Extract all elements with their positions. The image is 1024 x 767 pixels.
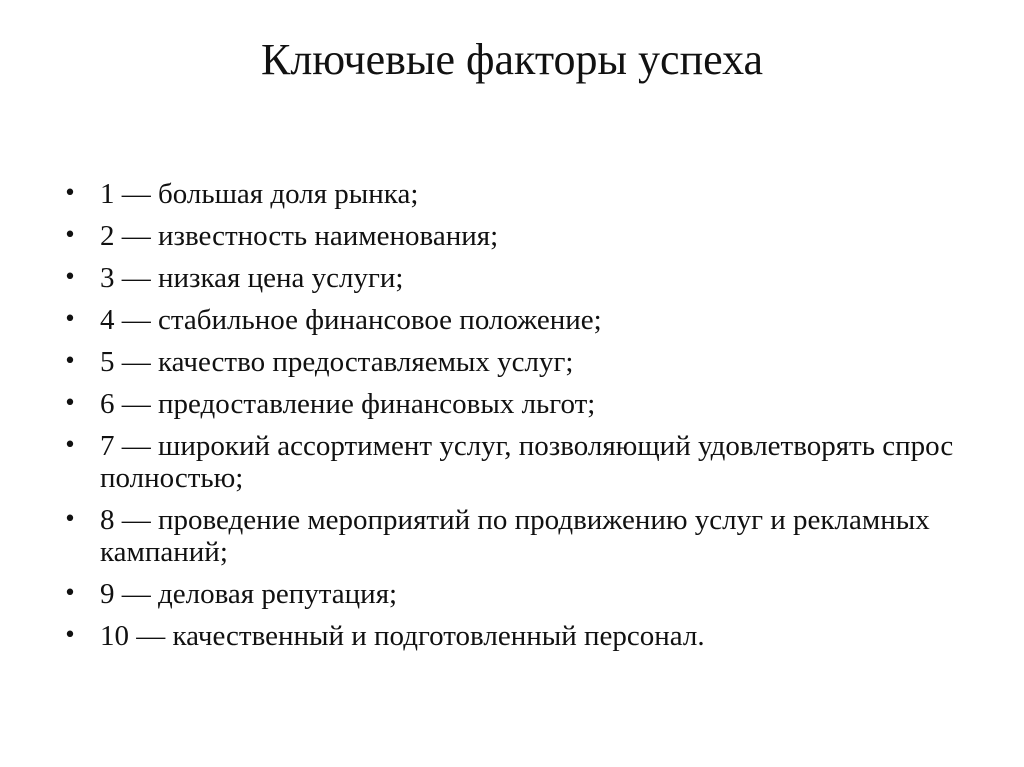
list-item	[60, 178, 960, 210]
bullet-icon: •	[63, 307, 77, 332]
list-item-text: 2 — известность наименования;	[100, 220, 499, 252]
list-item-text: 6 — предоставление финансовых льгот;	[100, 388, 596, 420]
list-item-text: 3 — низкая цена услуги;	[100, 262, 404, 294]
list-item-text: 9 — деловая репутация;	[100, 578, 398, 610]
list-item-text: 10 — качественный и подготовленный персонал.	[100, 620, 705, 652]
list-item	[60, 304, 960, 336]
list-item-text: 4 — стабильное финансовое положение;	[100, 304, 602, 336]
list-item	[60, 388, 960, 420]
list-item	[60, 262, 960, 294]
list-item-text: 8 — проведение мероприятий по продвижению услуг и рекламных кампаний;	[100, 504, 930, 568]
bullet-icon: •	[63, 391, 77, 416]
list-item	[60, 504, 960, 568]
list-item	[60, 430, 960, 494]
bullet-icon: •	[63, 265, 77, 290]
list-item-text: 5 — качество предоставляемых услуг;	[100, 346, 574, 378]
list-item	[60, 346, 960, 378]
list-item	[60, 620, 960, 652]
bullet-list	[60, 178, 960, 662]
slide-title: Ключевые факторы успеха	[260, 35, 764, 84]
bullet-icon: •	[63, 507, 77, 532]
list-item	[60, 220, 960, 252]
list-item-text: 7 — широкий ассортимент услуг, позволяющий удовлетворять спрос полностью;	[100, 430, 954, 494]
list-item-text: 1 — большая доля рынка;	[100, 178, 419, 210]
list-item	[60, 578, 960, 610]
bullet-icon: •	[63, 223, 77, 248]
bullet-icon: •	[63, 433, 77, 458]
bullet-icon: •	[63, 349, 77, 374]
bullet-icon: •	[63, 581, 77, 606]
bullet-icon: •	[63, 623, 77, 648]
bullet-icon: •	[63, 181, 77, 206]
